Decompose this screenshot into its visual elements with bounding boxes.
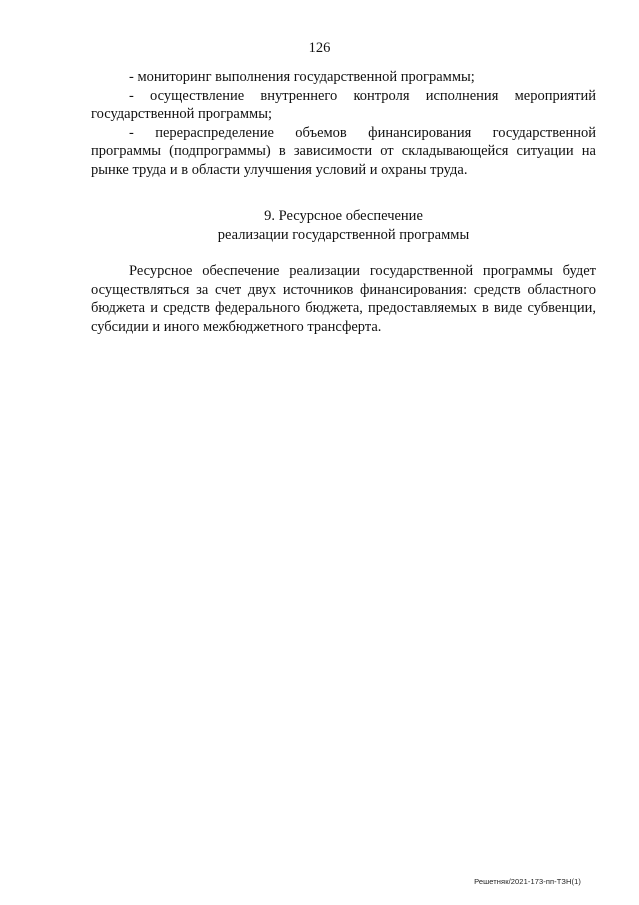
section-paragraph: Ресурсное обеспечение реализации государственной программы будет осуществляться за счет двух источников финансирования: средств областного бюджета и средств федерального бюджета, предоставляемых в виде субвенции, субсидии и иного межбюджетного трансферта. [91, 263, 596, 335]
section-heading-line-2: реализации государственной программы [217, 226, 470, 243]
section-body [91, 262, 596, 336]
bullet-item-internal-control: - осуществление внутреннего контроля исполнения мероприятий государственной программы; [91, 87, 596, 122]
section-heading-line-1: 9. Ресурсное обеспечение [264, 208, 423, 224]
bullet-item-redistribution: - перераспределение объемов финансирования государственной программы (подпрограммы) в зависимости от складывающейся ситуации на рынке труда и в области улучшения условий и охраны труда. [91, 124, 596, 178]
bullet-list [91, 68, 596, 179]
document-footer-code: Решетняк/2021-173-пп-ТЗН(1) [474, 877, 581, 886]
section-heading [91, 207, 596, 244]
page-number: 126 [308, 40, 331, 56]
bullet-item-monitoring: - мониторинг выполнения государственной программы; [129, 69, 475, 85]
